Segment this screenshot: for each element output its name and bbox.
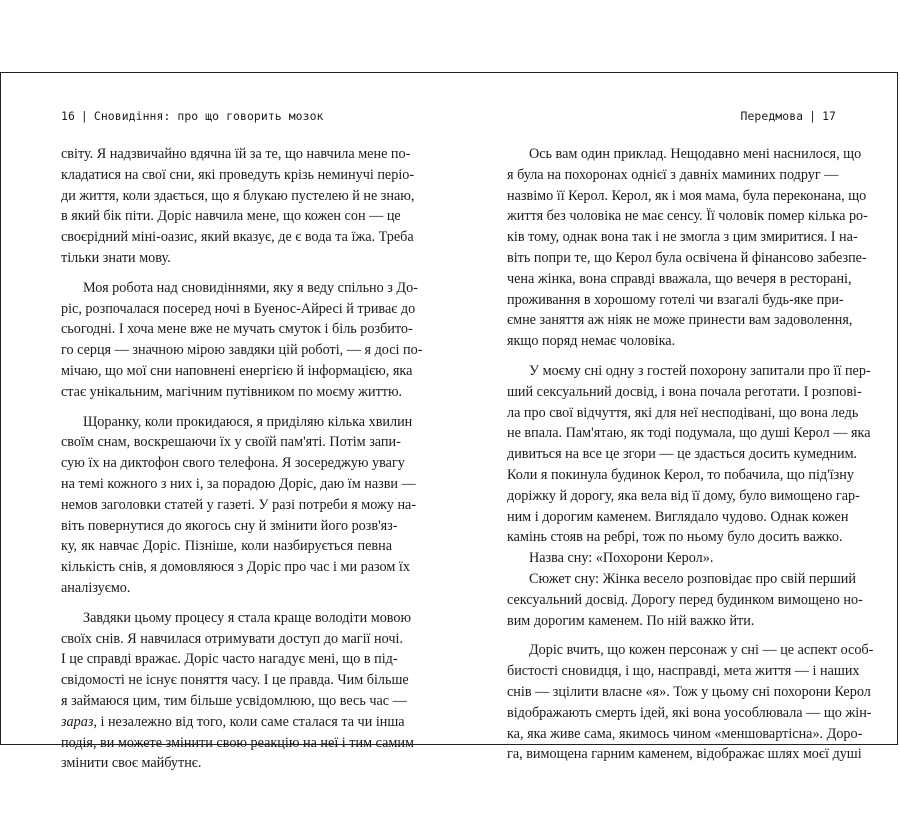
- paragraph: [507, 640, 874, 765]
- text-line: вим дорогим каменем. По ній важко йти.: [507, 612, 755, 629]
- text-line: У моєму сні одну з гостей похорону запитали про її пер-: [529, 362, 871, 379]
- text-line: ди життя, коли здається, що я блукаю пустелею й не знаю,: [61, 187, 415, 204]
- text-line: в який бік піти. Доріс навчила мене, що кожен сон — це: [61, 208, 401, 225]
- text-line: Сюжет сну: Жінка весело розповідає про свій перший: [529, 570, 856, 587]
- text-line: ший сексуальний досвід, і вона почала реготати. І розпові-: [507, 383, 862, 400]
- text-line: сексуальний досвід. Дорогу перед будинком вимощено но-: [507, 591, 863, 608]
- paragraph: [61, 278, 423, 403]
- left-page-number: 16: [61, 109, 75, 123]
- text-line: свідомості не існує поняття часу. І це правда. Чим більше: [61, 672, 409, 689]
- text-line: кладатися на свої сни, які проведуть крізь неминучі періо-: [61, 166, 415, 183]
- text-line: якщо поряд немає чоловіка.: [507, 333, 676, 350]
- text-line: Щоранку, коли прокидаюся, я приділяю кілька хвилин: [83, 413, 413, 430]
- text-line: проживання в хорошому готелі чи взагалі будь-яке при-: [507, 291, 844, 308]
- text-line: снів — зцілити власне «я». Тож у цьому сні похорони Керол: [507, 683, 871, 700]
- text-line: своїх снів. Я навчилася отримувати доступ до магії ночі.: [61, 630, 403, 647]
- text-line: га, вимощена гарним каменем, відображає шлях моєї душі: [507, 746, 862, 763]
- text-line: Коли я покинула будинок Керол, то побачила, що під'їзну: [507, 466, 854, 483]
- paragraph: [507, 548, 838, 569]
- text-line: я займаюся цим, тим більше усвідомлюю, що весь час —: [61, 692, 407, 709]
- right-page: [450, 73, 899, 763]
- text-line-italic-start: зараз, і незалежно від того, коли саме сталася та чи інша: [61, 713, 405, 730]
- right-body-text: [507, 144, 874, 765]
- text-line: ку, як навчає Доріс. Пізніше, коли назбирується певна: [61, 538, 392, 555]
- text-line: ка, яка живе сама, якимось чином «меншовартісна». Доро-: [507, 725, 863, 742]
- text-line: подія, ви можете змінити свою реакцію на неї і тим самим: [61, 734, 414, 751]
- book-spread: [0, 72, 898, 772]
- text-line: ків тому, однак вона так і не змогла з цим змиритися. І на-: [507, 229, 858, 246]
- text-line: світу. Я надзвичайно вдячна їй за те, що навчила мене по-: [61, 146, 411, 162]
- text-line: немов заголовки статей у газеті. У разі потреби я можу на-: [61, 496, 417, 513]
- text-line: кількість снів, я домовляюся з Доріс про час і ми разом їх: [61, 559, 410, 576]
- paragraph: [61, 144, 415, 269]
- text-line: дивиться на все це згори — це здасться досить кумедним.: [507, 446, 858, 463]
- left-page: [1, 73, 450, 772]
- text-line: камінь стояв на ребрі, тож по ньому було досить важко.: [507, 529, 843, 546]
- text-line: ріс, розпочалася посеред ночі в Буенос-Айресі й триває до: [61, 300, 416, 317]
- paragraph: [507, 569, 863, 631]
- right-page-number: 17: [822, 109, 836, 123]
- text-line: Доріс вчить, що кожен персонаж у сні — це аспект особ-: [529, 642, 874, 659]
- text-line: мічаю, що мої сни наповнені енергією й інформацією, яка: [61, 362, 413, 379]
- text-line: Ось вам один приклад. Нещодавно мені наснилося, що: [529, 146, 862, 162]
- text-line: своїм снам, воскрешаючи їх у своїй пам'яті. Потім запи-: [61, 434, 401, 451]
- text-line: І це справді вражає. Доріс часто нагадує мені, що в під-: [61, 651, 398, 668]
- paragraph: [507, 361, 871, 548]
- text-line: змінити своє майбутнє.: [61, 755, 202, 772]
- text-line: тільки знати мову.: [61, 249, 171, 266]
- text-line: сую їх на диктофон свого телефона. Я зосереджую увагу: [61, 455, 405, 472]
- text-line: ємне заняття аж ніяк не може принести вам задоволення,: [507, 312, 853, 329]
- text-line: Моя робота над сновидіннями, яку я веду спільно з До-: [83, 279, 418, 296]
- text-line: я була на похоронах однієї з давніх маминих подруг —: [507, 166, 839, 183]
- paragraph: [507, 144, 868, 352]
- text-line: життя без чоловіка не має сенсу. Її чоловік помер кілька ро-: [507, 208, 868, 225]
- header-separator: |: [80, 109, 88, 123]
- text-line: го серця — значною мірою завдяки цій роботі, — я досі по-: [61, 342, 423, 359]
- left-body-text: [61, 144, 423, 774]
- text-line: сьогодні. І хоча мене вже не мучать смуток і біль розбито-: [61, 321, 413, 338]
- text-line: віть попри те, що Керол була освічена й фінансово забезпе-: [507, 249, 867, 266]
- left-header-title: Сновидіння: про що говорить мозок: [93, 109, 324, 123]
- text-line: ла про свої відчуття, які для неї несподівані, що вона ледь: [507, 404, 859, 421]
- text-line: стає унікальним, магічним путівником по моєму життю.: [61, 383, 403, 400]
- right-header-title: Передмова: [740, 109, 804, 123]
- text-line: назвімо її Керол. Керол, як і моя мама, була переконана, що: [507, 187, 867, 204]
- dream-title-line: Назва сну: «Похорони Керол».: [529, 550, 714, 567]
- text-line: доріжку й дорогу, яка вела від її дому, було вимощено гар-: [507, 487, 860, 504]
- text-line: на темі кожного з них і, за порадою Доріс, даю їм назви —: [61, 475, 416, 492]
- text-line: Завдяки цьому процесу я стала краще володіти мовою: [83, 609, 412, 626]
- text-line: чена жінка, вона справді вважала, що вечеря в ресторані,: [507, 270, 852, 287]
- text-line: ним і дорогим каменем. Виглядало чудово. Однак кожен: [507, 508, 849, 525]
- text-line: бистості сновидця, і що, насправді, мета життя — і наших: [507, 663, 860, 680]
- text-line: своєрідний міні-оазис, який вказує, де є вода та їжа. Треба: [61, 229, 414, 246]
- right-running-head: [740, 109, 836, 123]
- header-separator: |: [809, 109, 817, 123]
- paragraph: [61, 608, 414, 774]
- text-line: віть повернутися до якогось сну й змінити його розв'яз-: [61, 517, 398, 534]
- paragraph: [61, 412, 417, 599]
- left-running-head: [61, 109, 324, 123]
- text-line: відображають смерть ідей, які вона уособлювала — що жін-: [507, 704, 872, 721]
- text-line: аналізуємо.: [61, 579, 131, 596]
- text-line: не впала. Пам'ятаю, як тоді подумала, що душі Керол — яка: [507, 425, 871, 442]
